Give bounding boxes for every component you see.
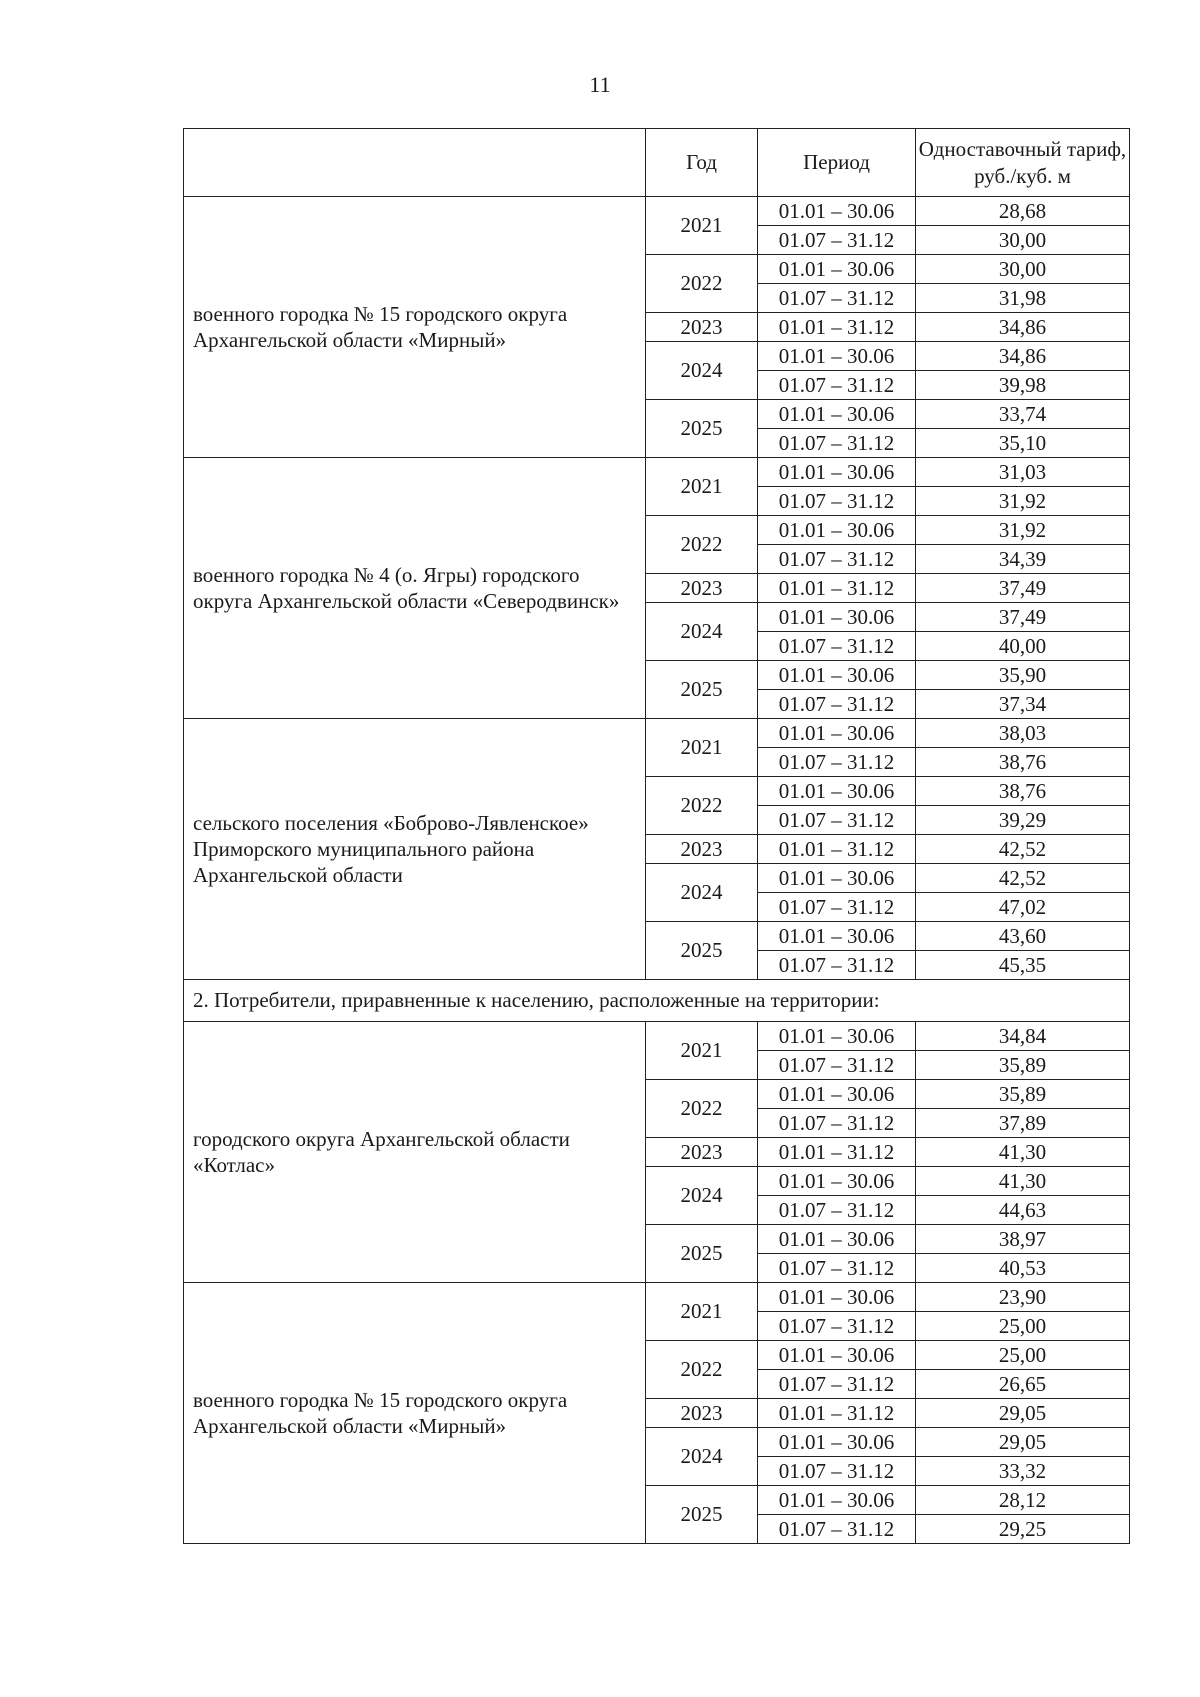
tariff-cell: 40,00 [916,632,1130,661]
year-cell: 2025 [646,400,758,458]
period-cell: 01.01 – 30.06 [758,603,916,632]
year-cell: 2022 [646,1080,758,1138]
territory-name: военного городка № 4 (о. Ягры) городского округа Архангельской области «Северодвинск» [184,458,646,719]
tariff-cell: 31,92 [916,487,1130,516]
period-cell: 01.01 – 30.06 [758,922,916,951]
tariff-cell: 34,39 [916,545,1130,574]
period-cell: 01.01 – 30.06 [758,342,916,371]
period-cell: 01.01 – 30.06 [758,1080,916,1109]
tariff-cell: 29,05 [916,1399,1130,1428]
tariff-cell: 37,89 [916,1109,1130,1138]
year-cell: 2025 [646,922,758,980]
period-cell: 01.01 – 31.12 [758,835,916,864]
territory-name: военного городка № 15 городского округа Архангельской области «Мирный» [184,197,646,458]
year-cell: 2021 [646,1283,758,1341]
tariff-cell: 30,00 [916,255,1130,284]
tariff-cell: 41,30 [916,1138,1130,1167]
year-cell: 2023 [646,313,758,342]
tariff-cell: 35,89 [916,1051,1130,1080]
header-period: Период [758,129,916,197]
tariff-cell: 44,63 [916,1196,1130,1225]
tariff-cell: 43,60 [916,922,1130,951]
year-cell: 2023 [646,574,758,603]
period-cell: 01.07 – 31.12 [758,1515,916,1544]
header-tariff: Одноставочный тариф, руб./куб. м [916,129,1130,197]
table-body [184,197,1130,1544]
period-cell: 01.01 – 30.06 [758,1022,916,1051]
tariff-cell: 34,84 [916,1022,1130,1051]
period-cell: 01.07 – 31.12 [758,951,916,980]
tariff-cell: 33,32 [916,1457,1130,1486]
tariff-cell: 29,05 [916,1428,1130,1457]
period-cell: 01.01 – 30.06 [758,864,916,893]
territory-name: сельского поселения «Боброво-Лявленское» Приморского муниципального района Архангельской области [184,719,646,980]
year-cell: 2021 [646,1022,758,1080]
tariff-cell: 38,76 [916,748,1130,777]
tariff-cell: 29,25 [916,1515,1130,1544]
section-heading-row [184,980,1130,1022]
period-cell: 01.07 – 31.12 [758,226,916,255]
tariff-cell: 28,68 [916,197,1130,226]
header-year: Год [646,129,758,197]
tariff-cell: 38,97 [916,1225,1130,1254]
table-row [184,1283,1130,1312]
period-cell: 01.01 – 30.06 [758,255,916,284]
period-cell: 01.07 – 31.12 [758,545,916,574]
period-cell: 01.01 – 30.06 [758,777,916,806]
year-cell: 2024 [646,864,758,922]
page-number: 11 [589,72,611,97]
period-cell: 01.01 – 31.12 [758,313,916,342]
year-cell: 2024 [646,1428,758,1486]
period-cell: 01.07 – 31.12 [758,429,916,458]
year-cell: 2023 [646,835,758,864]
period-cell: 01.01 – 30.06 [758,400,916,429]
tariff-cell: 41,30 [916,1167,1130,1196]
table-row [184,1022,1130,1051]
tariff-cell: 28,12 [916,1486,1130,1515]
year-cell: 2025 [646,1225,758,1283]
tariff-cell: 26,65 [916,1370,1130,1399]
year-cell: 2024 [646,603,758,661]
period-cell: 01.01 – 30.06 [758,1225,916,1254]
year-cell: 2024 [646,342,758,400]
period-cell: 01.07 – 31.12 [758,487,916,516]
tariff-cell: 39,98 [916,371,1130,400]
year-cell: 2021 [646,458,758,516]
period-cell: 01.07 – 31.12 [758,371,916,400]
tariff-cell: 39,29 [916,806,1130,835]
tariff-cell: 30,00 [916,226,1130,255]
tariff-cell: 34,86 [916,342,1130,371]
period-cell: 01.07 – 31.12 [758,748,916,777]
tariff-cell: 33,74 [916,400,1130,429]
year-cell: 2022 [646,516,758,574]
period-cell: 01.01 – 30.06 [758,197,916,226]
tariff-cell: 37,49 [916,574,1130,603]
year-cell: 2025 [646,1486,758,1544]
tariff-cell: 25,00 [916,1312,1130,1341]
year-cell: 2022 [646,255,758,313]
period-cell: 01.07 – 31.12 [758,1254,916,1283]
territory-name: городского округа Архангельской области «Котлас» [184,1022,646,1283]
tariff-cell: 34,86 [916,313,1130,342]
period-cell: 01.01 – 30.06 [758,1486,916,1515]
period-cell: 01.07 – 31.12 [758,1370,916,1399]
tariff-cell: 42,52 [916,864,1130,893]
tariff-cell: 40,53 [916,1254,1130,1283]
table-row [184,719,1130,748]
year-cell: 2023 [646,1138,758,1167]
section-heading: 2. Потребители, приравненные к населению, расположенные на территории: [184,980,1130,1022]
tariff-cell: 31,98 [916,284,1130,313]
year-cell: 2022 [646,1341,758,1399]
year-cell: 2023 [646,1399,758,1428]
tariff-cell: 35,89 [916,1080,1130,1109]
period-cell: 01.07 – 31.12 [758,1312,916,1341]
year-cell: 2024 [646,1167,758,1225]
header-name [184,129,646,197]
tariff-cell: 38,76 [916,777,1130,806]
period-cell: 01.01 – 30.06 [758,719,916,748]
period-cell: 01.01 – 30.06 [758,516,916,545]
tariff-cell: 35,10 [916,429,1130,458]
year-cell: 2022 [646,777,758,835]
tariff-cell: 35,90 [916,661,1130,690]
period-cell: 01.07 – 31.12 [758,893,916,922]
period-cell: 01.01 – 30.06 [758,1341,916,1370]
year-cell: 2021 [646,197,758,255]
period-cell: 01.01 – 30.06 [758,1167,916,1196]
tariff-cell: 47,02 [916,893,1130,922]
table-header [184,129,1130,197]
period-cell: 01.07 – 31.12 [758,284,916,313]
tariff-cell: 45,35 [916,951,1130,980]
tariff-cell: 25,00 [916,1341,1130,1370]
period-cell: 01.07 – 31.12 [758,1109,916,1138]
period-cell: 01.07 – 31.12 [758,1457,916,1486]
period-cell: 01.07 – 31.12 [758,1051,916,1080]
tariff-cell: 31,92 [916,516,1130,545]
period-cell: 01.01 – 30.06 [758,1283,916,1312]
tariff-cell: 38,03 [916,719,1130,748]
period-cell: 01.07 – 31.12 [758,632,916,661]
period-cell: 01.01 – 31.12 [758,1399,916,1428]
tariff-cell: 42,52 [916,835,1130,864]
period-cell: 01.01 – 30.06 [758,661,916,690]
period-cell: 01.01 – 30.06 [758,458,916,487]
tariff-cell: 23,90 [916,1283,1130,1312]
period-cell: 01.07 – 31.12 [758,690,916,719]
period-cell: 01.01 – 31.12 [758,1138,916,1167]
table-row [184,197,1130,226]
tariff-cell: 37,34 [916,690,1130,719]
tariff-cell: 31,03 [916,458,1130,487]
tariff-cell: 37,49 [916,603,1130,632]
period-cell: 01.01 – 31.12 [758,574,916,603]
period-cell: 01.01 – 30.06 [758,1428,916,1457]
year-cell: 2021 [646,719,758,777]
territory-name: военного городка № 15 городского округа Архангельской области «Мирный» [184,1283,646,1544]
period-cell: 01.07 – 31.12 [758,806,916,835]
header-row [184,129,1130,197]
table-row [184,458,1130,487]
period-cell: 01.07 – 31.12 [758,1196,916,1225]
tariff-table [183,128,1130,1544]
year-cell: 2025 [646,661,758,719]
